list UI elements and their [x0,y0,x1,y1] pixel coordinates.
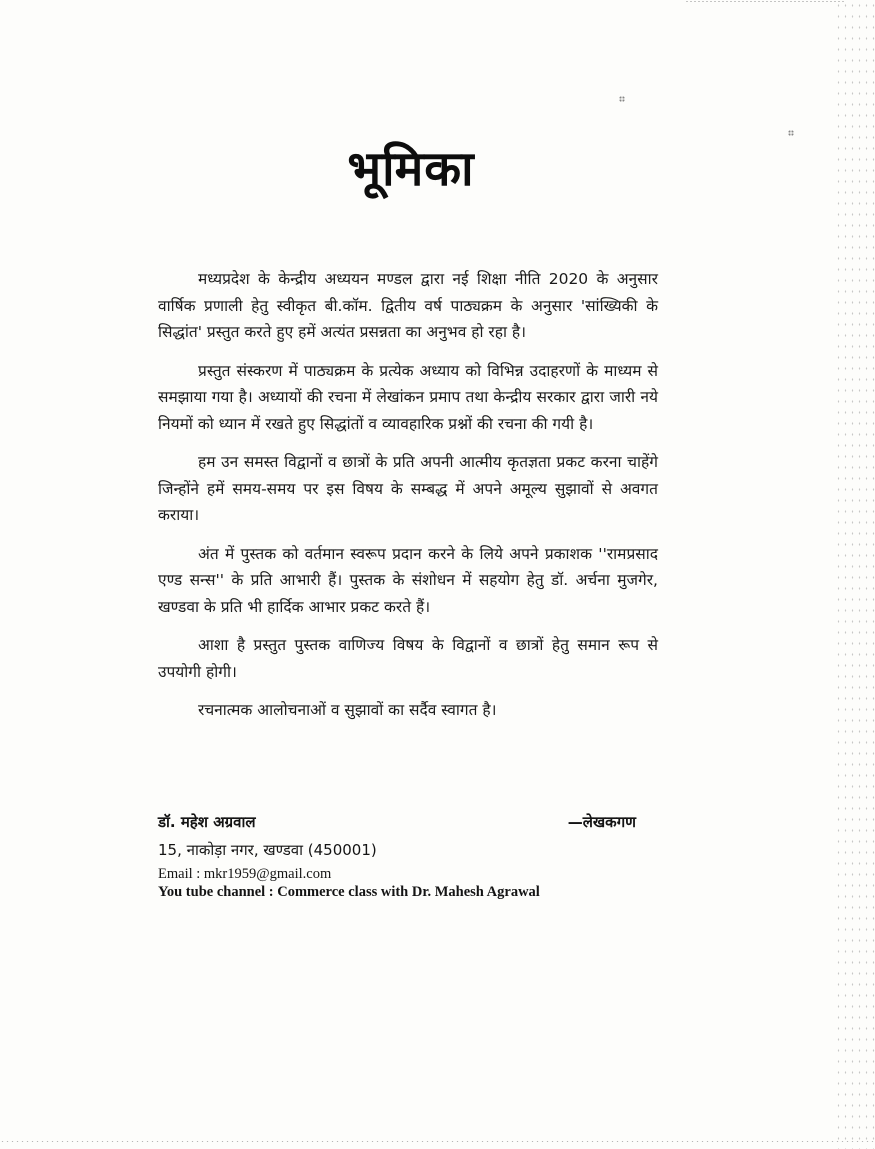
scan-noise-top [685,0,845,3]
scan-noise-right [835,0,875,1149]
paragraph: हम उन समस्त विद्वानों व छात्रों के प्रति अपनी आत्मीय कृतज्ञता प्रकट करना चाहेंगे जिन्होंने हमें समय-समय पर इस विषय के सम्बद्ध में अपने अमूल्य सुझावों से अवगत कराया। [158,453,658,524]
scan-noise-bottom [0,1140,875,1143]
paragraph: अंत में पुस्तक को वर्तमान स्वरूप प्रदान करने के लिये अपने प्रकाशक ''रामप्रसाद एण्ड सन्स'' के प्रति आभारी हैं। पुस्तक के संशोधन में सहयोग हेतु डॉ. अर्चना मुजगेर, खण्डवा के प्रति भी हार्दिक आभार प्रकट करते हैं। [158,544,658,616]
youtube-channel: You tube channel : Commerce class with Dr. Mahesh Agrawal [158,884,540,900]
signature-block [158,812,678,901]
author-name: डॉ. महेश अग्रवाल [158,813,256,831]
paragraph: मध्यप्रदेश के केन्द्रीय अध्ययन मण्डल द्वारा नई शिक्षा नीति 2020 के अनुसार वार्षिक प्रणाली हेतु स्वीकृत बी.कॉम. द्वितीय वर्ष पाठ्यक्रम के अनुसार 'सांख्यिकी के सिद्धांत' प्रस्तुत करते हुए हमें अत्यंत प्रसन्नता का अनुभव हो रहा है। [158,270,658,341]
paragraph: रचनात्मक आलोचनाओं व सुझावों का सर्दैव स्वागत है। [198,701,497,719]
author-address: 15, नाकोड़ा नगर, खण्डवा (450001) [158,841,377,859]
preface-body [158,266,658,736]
paragraph: प्रस्तुत संस्करण में पाठ्यक्रम के प्रत्येक अध्याय को विभिन्न उदाहरणों के माध्यम से समझाया गया है। अध्यायों की रचना में लेखांकन प्रमाप तथा केन्द्रीय सरकार द्वारा जारी नये नियमों को ध्यान में रखते हुए सिद्धांतों व व्यावहारिक प्रश्नों की रचना की गयी है। [158,361,658,433]
page-title: भूमिका [347,141,475,197]
signature-row [158,812,678,832]
author-email: Email : mkr1959@gmail.com [158,866,332,882]
signoff: —लेखकगण [567,813,636,831]
paragraph: आशा है प्रस्तुत पुस्तक वाणिज्य विषय के विद्वानों व छात्रों हेतु समान रूप से उपयोगी होगी। [158,636,658,681]
scan-speck [619,96,625,102]
